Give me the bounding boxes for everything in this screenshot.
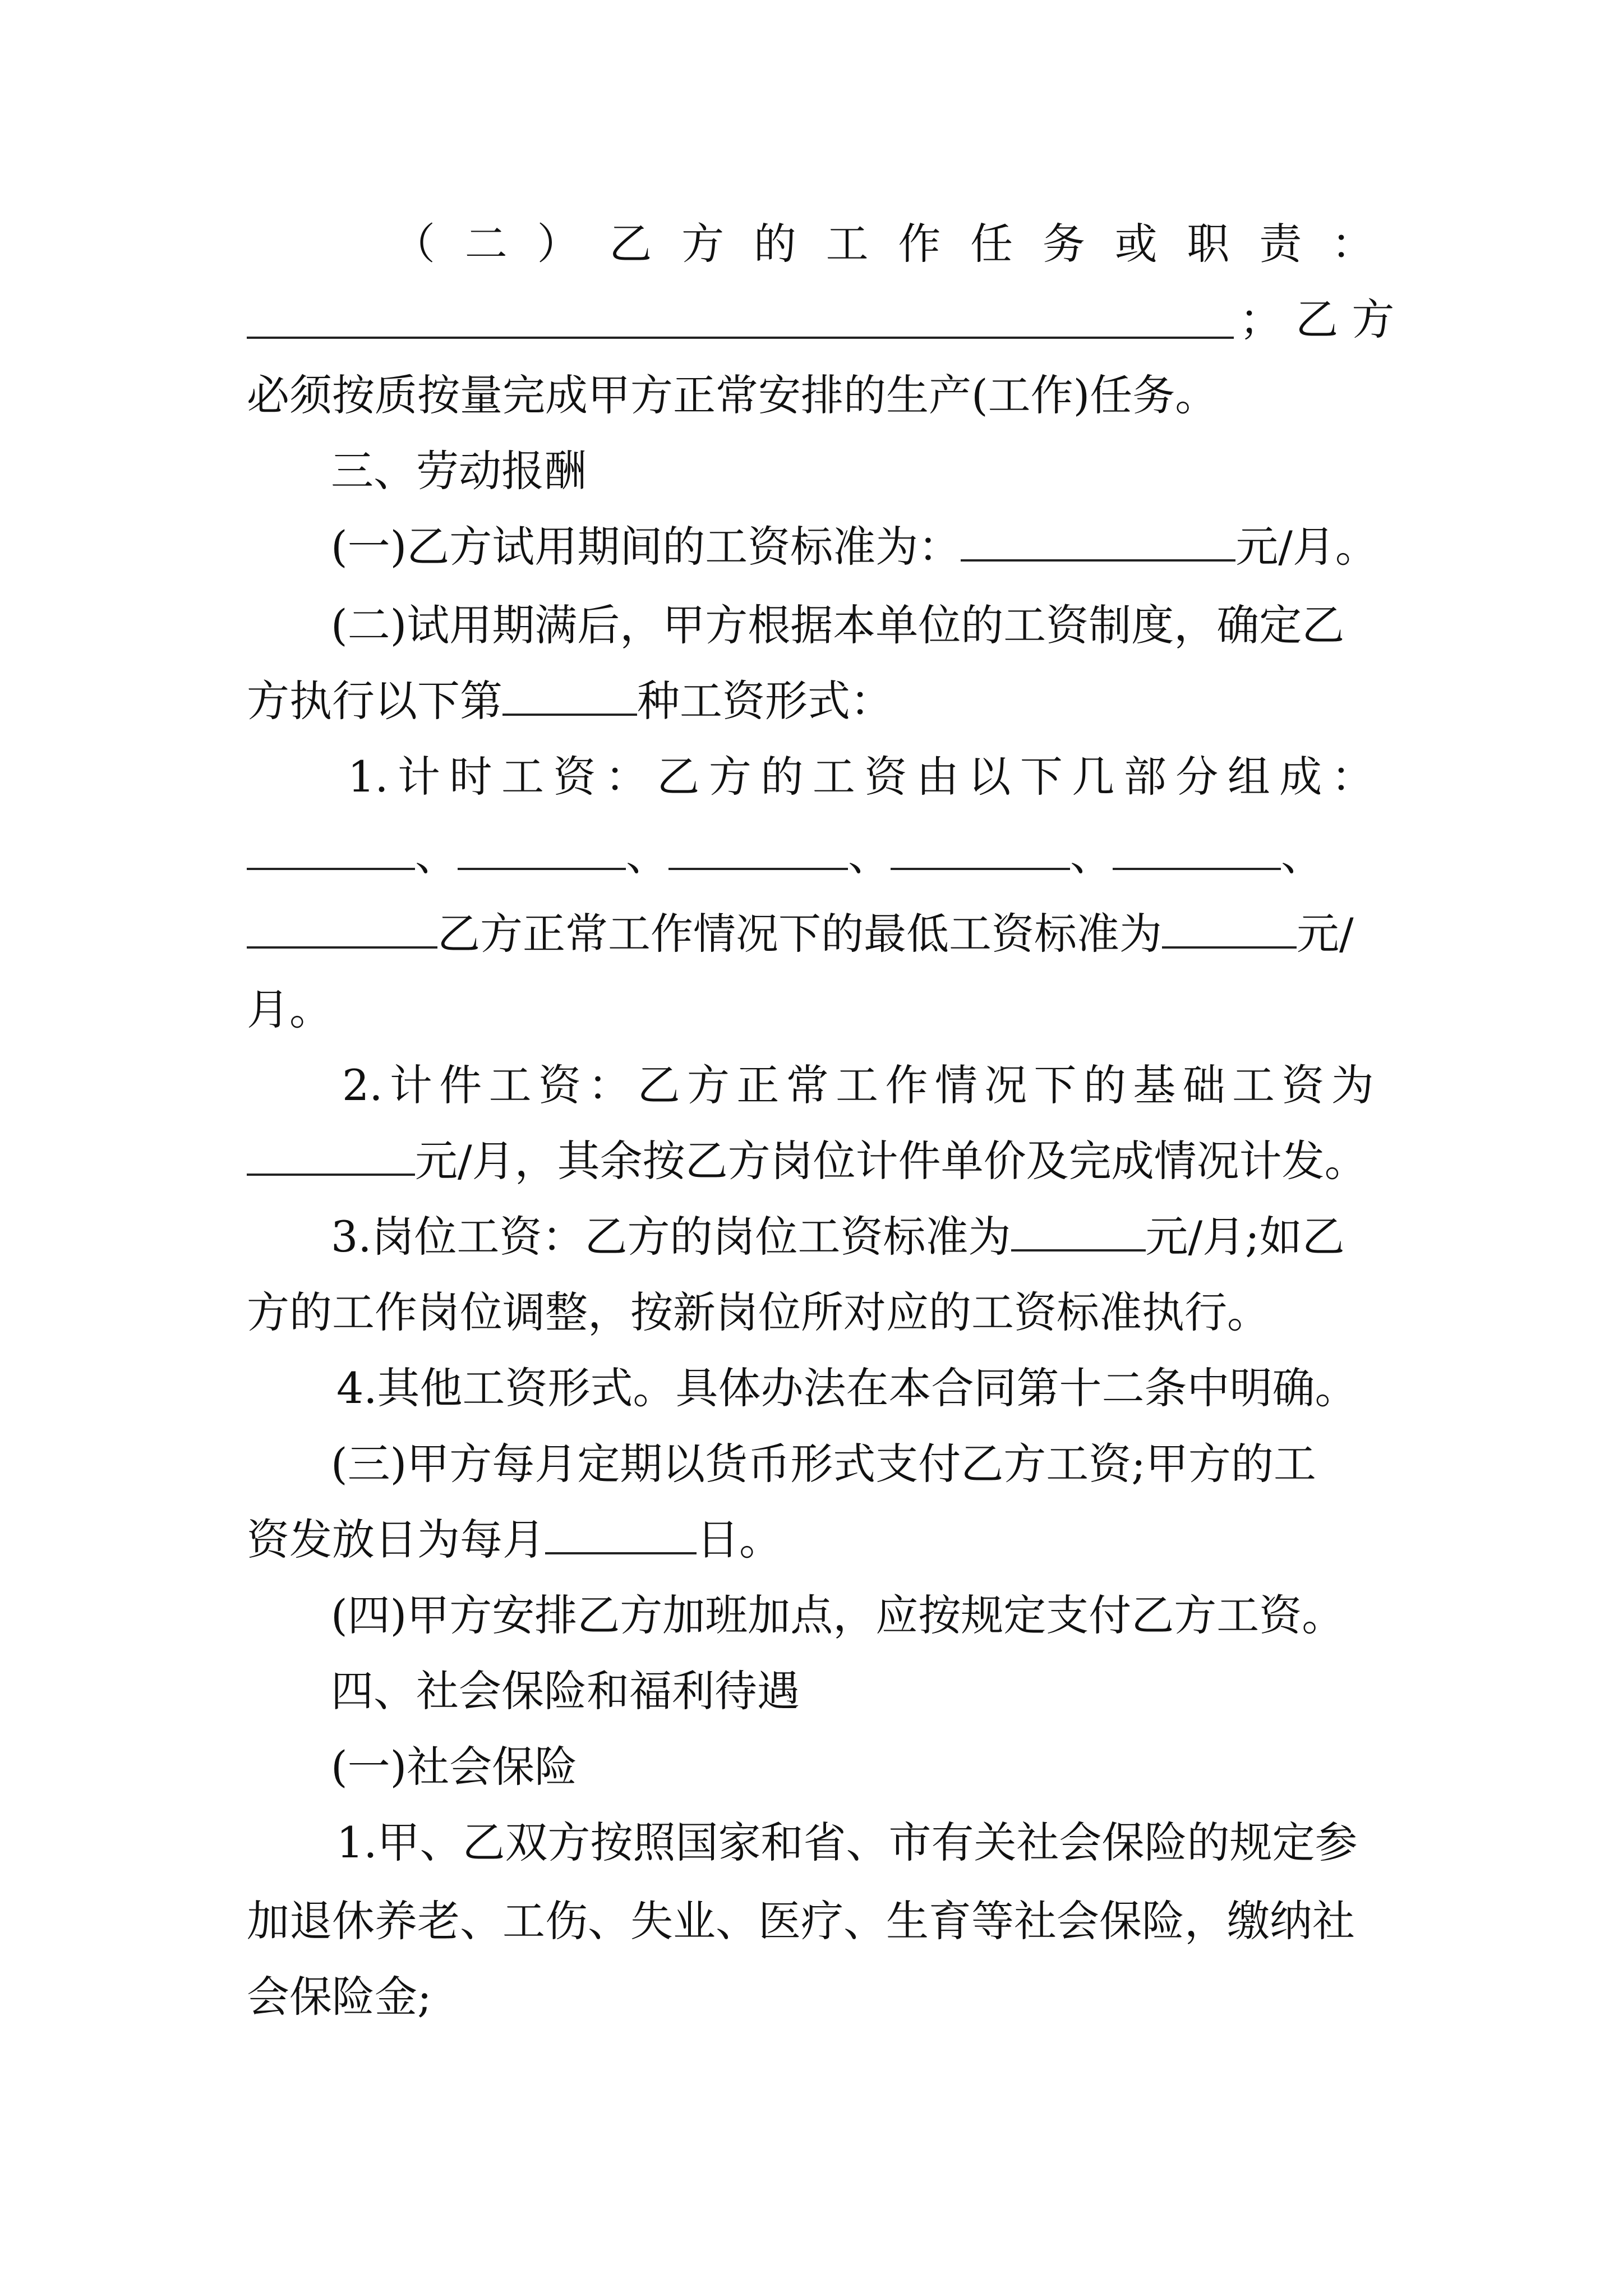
justified-char: 的 xyxy=(760,752,804,802)
justified-char: 以 xyxy=(968,752,1011,802)
justified-char: 资 xyxy=(1281,1060,1325,1110)
justified-char: 正 xyxy=(736,1060,780,1110)
justified-char: ： xyxy=(1331,752,1374,802)
component-blank-5 xyxy=(1113,829,1281,870)
section-3-heading: 三、劳动报酬 xyxy=(331,446,587,496)
justified-char: 方 xyxy=(708,752,751,802)
justified-char: 或 xyxy=(1114,219,1158,269)
minimum-wage-line xyxy=(247,903,1374,965)
justified-char: 几 xyxy=(1072,752,1115,802)
wage-payment-text: (三)甲方每月定期以货币形式支付乙方工资;甲方的工 xyxy=(331,1439,1316,1489)
justified-char: 情 xyxy=(934,1060,978,1110)
justified-char: 基 xyxy=(1133,1060,1176,1110)
clause-2-heading xyxy=(393,213,1374,275)
minimum-wage-unit: 元/ xyxy=(1297,909,1354,959)
justified-char: 成 xyxy=(1279,752,1322,802)
component-sep: 、 xyxy=(626,830,668,880)
justified-char: 乙 xyxy=(609,219,652,269)
justified-char: 方 xyxy=(687,1060,730,1110)
justified-char: 分 xyxy=(1175,752,1219,802)
justified-char: ： xyxy=(1331,219,1374,269)
justified-char: 工 xyxy=(836,1060,879,1110)
social-insurance-heading: (一)社会保险 xyxy=(331,1742,578,1792)
payday-line xyxy=(247,1509,1374,1571)
payday-tail: 日。 xyxy=(697,1515,782,1565)
justified-char: 作 xyxy=(885,1060,928,1110)
component-blank-2 xyxy=(458,829,626,870)
wage-form-choice-line xyxy=(247,670,1374,732)
justified-char: 部 xyxy=(1123,752,1166,802)
justified-char: 工 xyxy=(1232,1060,1275,1110)
other-wage-forms: 4.其他工资形式。具体办法在本合同第十二条中明确。 xyxy=(336,1363,1358,1413)
justified-char: 务 xyxy=(1042,219,1085,269)
justified-char: 资 xyxy=(538,1060,581,1110)
justified-char: 的 xyxy=(753,219,796,269)
component-blank-3 xyxy=(668,829,848,870)
justified-char: 任 xyxy=(970,219,1013,269)
justified-char: 资 xyxy=(553,752,596,802)
justified-char: 的 xyxy=(1083,1060,1126,1110)
justified-char: 责 xyxy=(1259,219,1302,269)
justified-char: 计 xyxy=(398,752,440,802)
justified-char: 础 xyxy=(1182,1060,1225,1110)
duties-blank xyxy=(247,337,1234,339)
justified-char: 工 xyxy=(826,219,869,269)
wage-form-tail: 种工资形式： xyxy=(637,676,893,726)
justified-char: 为 xyxy=(1331,1060,1374,1110)
probation-wage-unit: 元/月。 xyxy=(1235,522,1378,572)
post-wage-tail: 元/月;如乙 xyxy=(1145,1212,1345,1262)
wage-form-intro: (二)试用期满后，甲方根据本单位的工资制度，确定乙 xyxy=(331,600,1345,650)
justified-char: 方 xyxy=(681,219,725,269)
justified-char: 计 xyxy=(389,1060,432,1110)
component-sep: 、 xyxy=(1281,830,1324,880)
insurance-text-1: 1.甲、乙双方按照国家和省、市有关社会保险的规定参 xyxy=(336,1818,1358,1867)
payday-blank xyxy=(545,1513,697,1554)
post-wage-line xyxy=(331,1206,1458,1268)
justified-char: 工 xyxy=(488,1060,532,1110)
minimum-wage-unit-cont: 月。 xyxy=(247,984,332,1034)
component-blank-4 xyxy=(891,829,1070,870)
duties-tail: ； 乙 方 xyxy=(1239,295,1395,344)
hourly-wage-components xyxy=(247,825,1374,886)
piece-wage-line xyxy=(247,1130,1374,1192)
component-blank-1 xyxy=(247,829,415,870)
minimum-wage-blank xyxy=(1162,907,1297,949)
justified-char: 常 xyxy=(786,1060,829,1110)
justified-char: 二 xyxy=(464,219,508,269)
piece-wage-text: 元/月，其余按乙方岗位计件单价及完成情况计发。 xyxy=(415,1136,1367,1186)
probation-wage-line xyxy=(331,516,1378,578)
justified-char: 工 xyxy=(812,752,855,802)
justified-char: 职 xyxy=(1187,219,1230,269)
post-wage-label: 3.岗位工资：乙方的岗位工资标准为 xyxy=(331,1212,1011,1262)
justified-char: ） xyxy=(537,219,580,269)
justified-char: 组 xyxy=(1227,752,1270,802)
justified-char: 作 xyxy=(898,219,941,269)
justified-char: ： xyxy=(588,1060,631,1110)
justified-char: 乙 xyxy=(637,1060,680,1110)
piece-wage-blank xyxy=(247,1134,415,1176)
insurance-text-2: 加退休养老、工伤、失业、医疗、生育等社会保险，缴纳社 xyxy=(247,1896,1355,1946)
hourly-wage-heading xyxy=(348,746,1374,808)
justified-char: 下 xyxy=(1020,752,1063,802)
justified-char: 下 xyxy=(1034,1060,1077,1110)
payday-label: 资发放日为每月 xyxy=(247,1515,545,1565)
justified-char: 1. xyxy=(348,752,389,802)
post-wage-blank xyxy=(1011,1210,1146,1251)
section-4-heading: 四、社会保险和福利待遇 xyxy=(331,1666,800,1716)
overtime-text: (四)甲方安排乙方加班加点，应按规定支付乙方工资。 xyxy=(331,1590,1345,1640)
probation-wage-label: (一)乙方试用期间的工资标准为： xyxy=(331,522,961,572)
justified-char: 时 xyxy=(449,752,492,802)
probation-wage-blank xyxy=(961,520,1235,562)
piece-wage-heading xyxy=(342,1055,1374,1116)
component-sep: 、 xyxy=(415,830,458,880)
justified-char: （ xyxy=(393,219,435,269)
component-blank-6 xyxy=(247,907,437,949)
component-sep: 、 xyxy=(1070,830,1113,880)
insurance-text-3: 会保险金; xyxy=(247,1972,432,2022)
justified-char: 乙 xyxy=(657,752,700,802)
minimum-wage-label: 乙方正常工作情况下的最低工资标准为 xyxy=(437,909,1162,959)
justified-char: ： xyxy=(605,752,648,802)
justified-char: 工 xyxy=(501,752,544,802)
wage-form-label: 方执行以下第 xyxy=(247,676,502,726)
justified-char: 2. xyxy=(342,1060,383,1110)
component-sep: 、 xyxy=(848,830,891,880)
post-adjustment-text: 方的工作岗位调整，按新岗位所对应的工资标准执行。 xyxy=(247,1287,1270,1337)
wage-form-blank xyxy=(502,674,637,716)
justified-char: 由 xyxy=(916,752,959,802)
justified-char: 资 xyxy=(864,752,907,802)
justified-char: 况 xyxy=(984,1060,1027,1110)
justified-char: 件 xyxy=(439,1060,482,1110)
duties-text: 必须按质按量完成甲方正常安排的生产(工作)任务。 xyxy=(247,370,1218,420)
